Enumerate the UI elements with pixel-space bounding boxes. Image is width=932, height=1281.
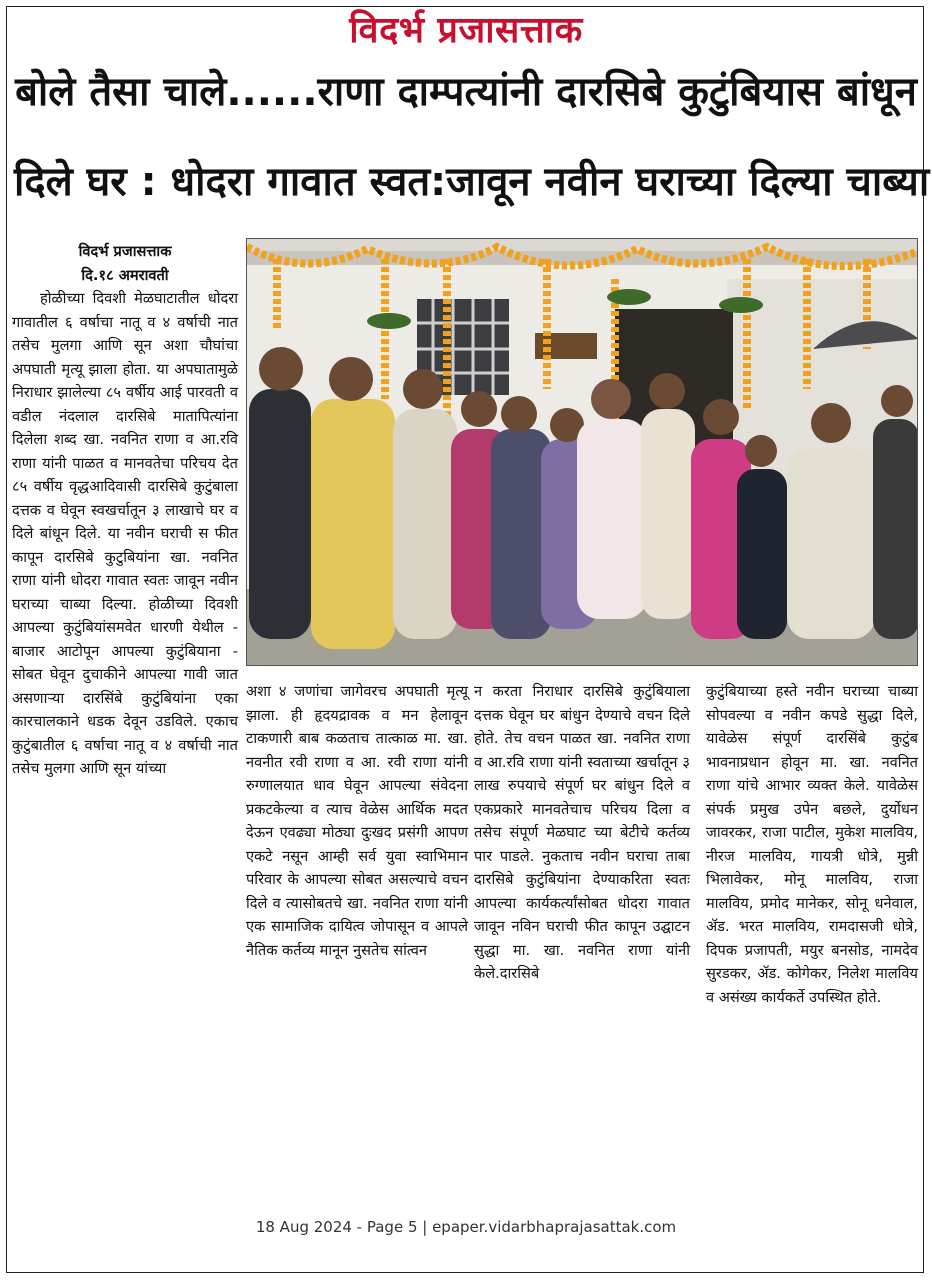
- news-photo: [246, 238, 918, 666]
- column-1-text: होळीच्या दिवशी मेळघाटातील धोदरा गावातील ६ वर्षाचा नातू व ४ वर्षाची नात तसेच मुलगा आणि सून अशा चौघांचा अपघाती मृत्यू झाला होता. या अपघातामुळे निराधार झालेल्या ८५ वर्षीय आई पारवती व वडील नंदलाल दारसिबे मातापित्यांना दिलेला शब्द खा. नवनित राणा व आ.रवि राणा यांनी पाळत व मानवतेचा परिचय देत ८५ वर्षीय वृद्धआदिवासी दारसिबे कुटुंबाला दत्तक व घेवून स्वखर्चातून ३ लाखाचे घर व दिले बांधून दिले. या नवीन घराची स फीत कापून दारसिबे कुटुबियांना खा. नवनित राणा यांनी धोदरा गावात स्वतः जावून नवीन घराच्या चाब्या दिल्या. होळीच्या दिवशी आपल्या कुटुंबियांसमवेत धारणी येथील - बाजार आटोपून आपल्या कुटुंबियाना - सोबत घेवून दुचाकीने आपल्या गावी जात असणाऱ्या दारसिंबे कुटुंबियांना एका कारचालकाने धडक देवून उडविले. एकाच कुटुंबातील ६ वर्षाचा नातू व ४ वर्षाची नात तसेच मुलगा आणि सून यांच्या: [12, 290, 238, 777]
- byline-source: विदर्भ प्रजासत्ताक: [78, 243, 172, 260]
- article-column-1: [12, 240, 238, 781]
- headline-line-2: दिले घर : धोदरा गावात स्वत:जावून नवीन घराच्या दिल्या चाब्या: [14, 159, 930, 205]
- article-column-2: [246, 680, 468, 962]
- article-column-4: [706, 680, 918, 1009]
- news-photo-illustration: [247, 239, 918, 666]
- page-footer: 18 Aug 2024 - Page 5 | epaper.vidarbhaprajasattak.com: [255, 1218, 677, 1236]
- column-2-text: अशा ४ जणांचा जागेवरच अपघाती मृत्यू झाला. ही हृदयद्रावक व मन हेलावून टाकणारी बाब कळताच तात्काळ मा. खा. नवनीत रवी राणा व आ. रवी राणा यांनी रुग्णालयात धाव घेवून आपल्या संवेदना प्रकटकेल्या व त्याच वेळेस आर्थिक मदत देऊन एवढ्या मोठ्या दुःखद प्रसंगी आपण एकटे नसून आम्ही सर्व युवा स्वाभिमान परिवार के आपल्या सोबत असल्याचे वचन दिले व त्यासोबतचे खा. नवनित राणा यांनी एक सामाजिक दायित्व जोपासून व आपले नैतिक कर्तव्य मानून नुसतेच सांत्वन: [246, 683, 468, 959]
- byline-dateline: दि.१८ अमरावती: [81, 266, 169, 284]
- column-3-text: न करता निराधार दारसिबे कुटुंबियाला दत्तक घेवून घर बांधुन देण्याचे वचन दिले होते. तेच वचन पाळत खा. नवनित राणा व आ.रवि राणा यांनी स्वताच्या खर्चातून ३ लाख रुपयाचे संपूर्ण घर बांधुन दिले व एकप्रकारे मानवतेचाच परिचय दिला व तसेच संपूर्ण मेळघाट च्या बेटीचे कर्तव्य पार पाडले. नुकताच नवीन घराचा ताबा दारसिबे कुटुंबियांना देण्याकरिता स्वतः आपल्या कार्यकर्त्यांसोबत धोदरा गावात जावून नविन घराची फीत कापून उद्घाटन सुद्धा मा. खा. नवनित राणा यांनी केले.दारसिबे: [474, 683, 690, 982]
- headline-line-1: बोले तैसा चाले......राणा दाम्पत्यांनी दारसिबे कुटुंबियास बांधून: [15, 69, 917, 115]
- article-column-3: [474, 680, 690, 986]
- masthead: विदर्भ प्रजासत्ताक: [349, 10, 583, 51]
- column-4-text: कुटुंबियाच्या हस्ते नवीन घराच्या चाब्या सोपवल्या व नवीन कपडे सुद्धा दिले, यावेळेस संपूर्ण दारसिंबे कुटुंब भावनाप्रधान होवून मा. खा. नवनित राणा यांचे आभार व्यक्त केले. यावेळेस संपर्क प्रमुख उपेन बछले, दुर्योधन जावरकर, राजा पाटील, मुकेश मालविय, नीरज मालविय, गायत्री धोत्रे, मुन्नी भिलावेकर, मोनू मालविय, राजा मालविय, प्रमोद मानेकर, सोनू धनेवाल, ॲड. भरत मालविय, रामदासजी धोत्रे, दिपक प्रजापती, मयुर बनसोड, नामदेव सुरडकर, ॲड. कोगेकर, निलेश मालविय व असंख्य कार्यकर्ते उपस्थित होते.: [706, 683, 918, 1006]
